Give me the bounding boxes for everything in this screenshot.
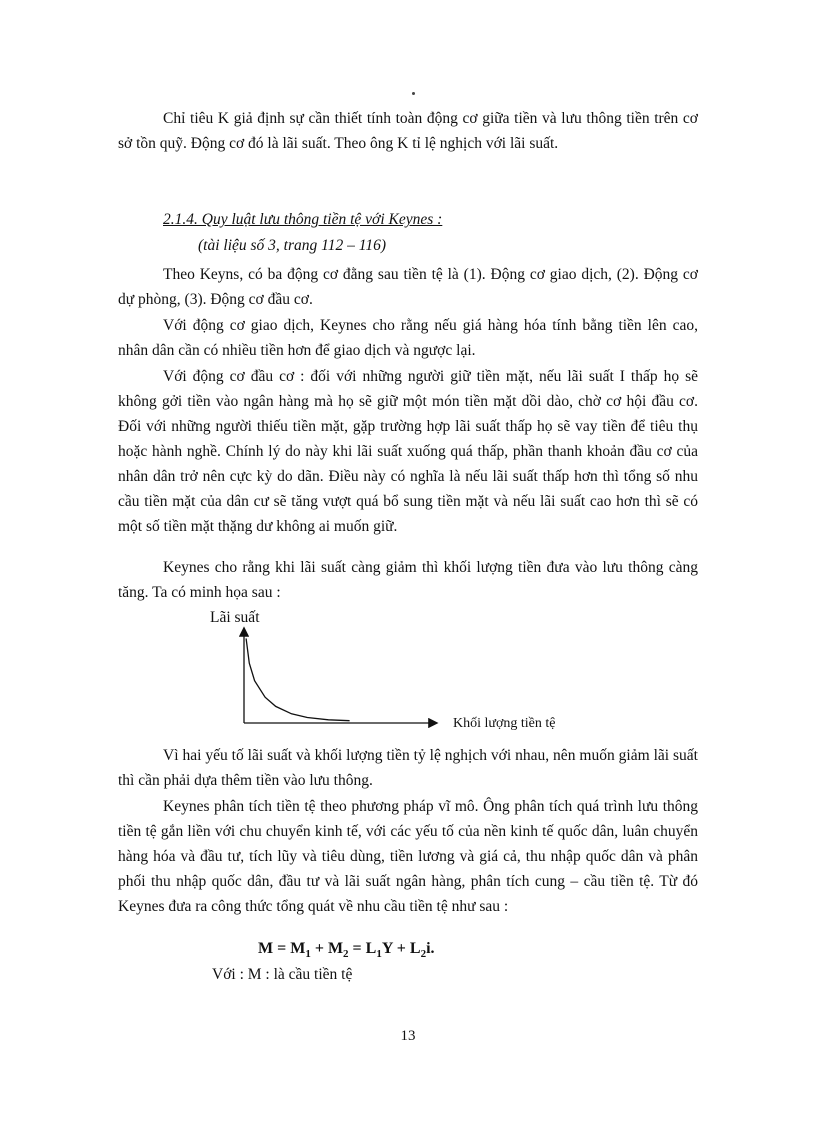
formula-legend: Với : M : là cầu tiền tệ — [212, 966, 353, 983]
x-axis-label: Khối lượng tiền tệ — [453, 716, 556, 731]
paragraph-speculative-motive: Với động cơ đầu cơ : đối với những người giữ tiền mặt, nếu lãi suất I thấp họ sẽ không gởi tiền vào ngân hàng mà họ sẽ giữ một món tiền mặt dồi dào, chờ cơ hội đầu cơ. Đối với những người thiếu tiền mặt, gặp trường hợp lãi suất thấp họ sẽ vay tiền để tiêu thụ hoặc hành nghề. Chính lý do này khi lãi suất xuống quá thấp, phần thanh khoản đầu cơ của nhân dân trở nên cực kỳ do dãn. Điều này có nghĩa là nếu lãi suất thấp hơn thì tổng số nhu cầu tiền mặt của dân cư sẽ tăng vượt quá bổ sung tiền mặt và nếu lãi suất cao hơn thì sẽ có một số tiền mặt thặng dư không ai muốn giữ. — [118, 368, 698, 535]
formula-sub1: 1 — [305, 948, 311, 961]
paragraph-three-motives: Theo Keyns, có ba động cơ đằng sau tiền tệ là (1). Động cơ giao dịch, (2). Động cơ dự phòng, (3). Động cơ đầu cơ. — [118, 266, 698, 308]
paragraph-keynes-claim: Keynes cho rằng khi lãi suất càng giảm thì khối lượng tiền đưa vào lưu thông càng tăng. Ta có minh họa sau : — [118, 559, 698, 601]
formula-plus: + M — [310, 940, 344, 957]
formula-y: Y + L — [381, 940, 421, 957]
money-demand-formula — [258, 940, 435, 960]
section-heading: 2.1.4. Quy luật lưu thông tiền tệ với Keynes : — [163, 211, 443, 228]
formula-tail: i. — [426, 940, 435, 957]
formula-sub2: 2 — [343, 948, 349, 961]
page-number: 13 — [400, 1028, 416, 1044]
paragraph-transaction-motive: Với động cơ giao dịch, Keynes cho rằng nếu giá hàng hóa tính bằng tiền lên cao, nhân dân cần có nhiều tiền hơn để giao dịch và ngược lại. — [118, 317, 698, 359]
formula-sub3: 1 — [376, 948, 382, 961]
formula-sub4: 2 — [420, 948, 427, 961]
formula-m: M — [258, 940, 274, 957]
y-axis-label: Lãi suất — [210, 609, 260, 626]
formula-eq1: = M — [273, 940, 306, 957]
formula-eq2: = L — [348, 940, 377, 957]
interest-curve — [246, 638, 350, 720]
paragraph-k-indicator: Chỉ tiêu K giả định sự cần thiết tính toàn động cơ giữa tiền và lưu thông tiền trên cơ sở tồn quỹ. Động cơ đó là lãi suất. Theo ông K tỉ lệ nghịch với lãi suất. — [118, 110, 698, 152]
scan-dot — [412, 92, 415, 95]
interest-money-chart — [200, 605, 620, 740]
section-reference: (tài liệu số 3, trang 112 – 116) — [198, 237, 386, 254]
paragraph-inverse-relation: Vì hai yếu tố lãi suất và khối lượng tiền tỷ lệ nghịch với nhau, nên muốn giảm lãi suất thì cần phải dựa thêm tiền vào lưu thông. — [118, 747, 698, 789]
paragraph-macro-analysis: Keynes phân tích tiền tệ theo phương pháp vĩ mô. Ông phân tích quá trình lưu thông tiền tệ gắn liền với chu chuyển kinh tế, với các yếu tố của nền kinh tế quốc dân, luân chuyển hàng hóa và đầu tư, tích lũy và tiêu dùng, tiền lương và giá cả, thu nhập quốc dân và phân phối thu nhập quốc dân, đầu tư và lãi suất ngân hàng, phân tích cung – cầu tiền tệ. Từ đó Keynes đưa ra công thức tổng quát về nhu cầu tiền tệ như sau : — [118, 798, 698, 915]
